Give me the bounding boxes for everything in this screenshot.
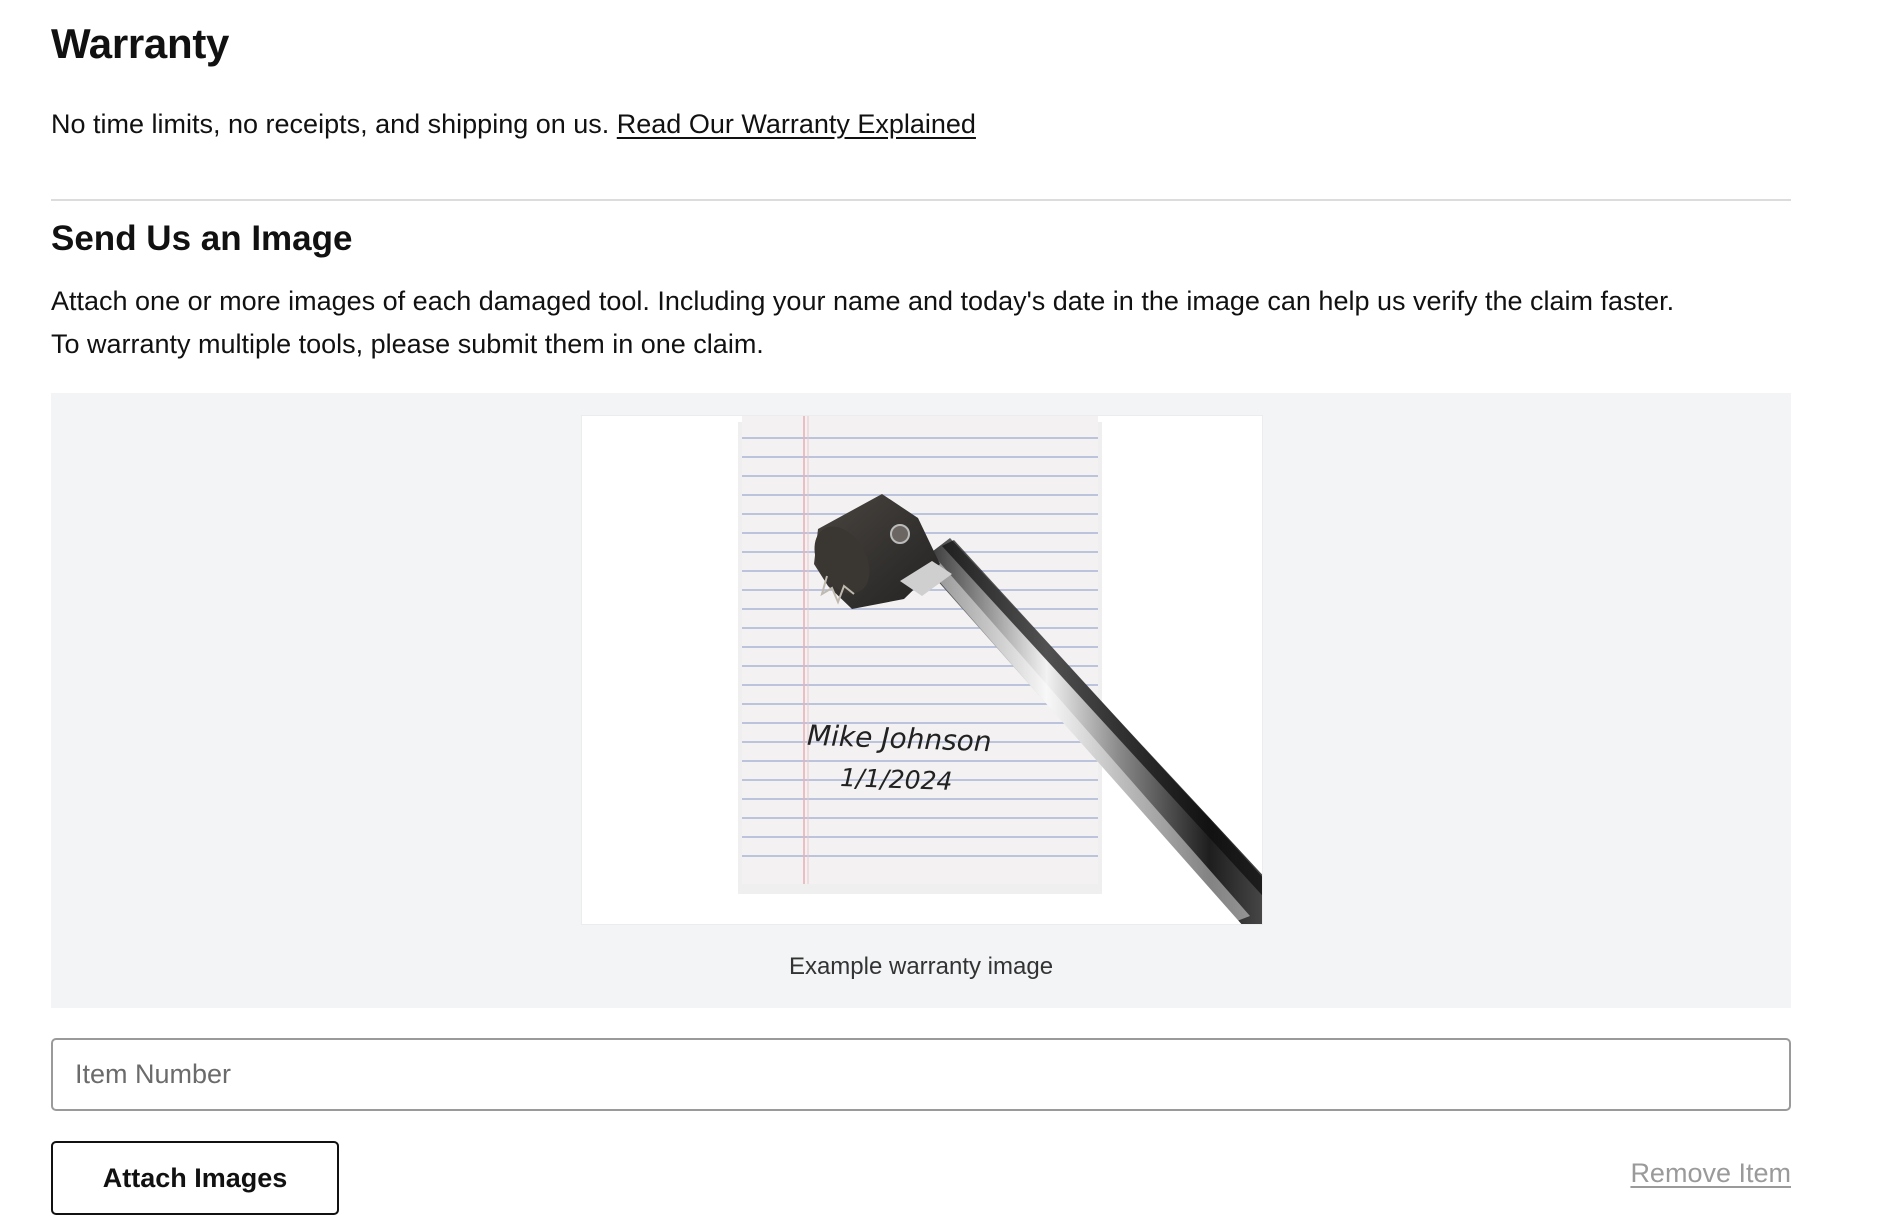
note-name: Mike Johnson bbox=[806, 718, 993, 759]
section-title: Send Us an Image bbox=[51, 219, 353, 258]
example-photo-illustration bbox=[582, 416, 1262, 924]
note-date: 1/1/2024 bbox=[839, 763, 953, 796]
warranty-explained-link[interactable]: Read Our Warranty Explained bbox=[616, 109, 976, 139]
section-description bbox=[51, 280, 1791, 366]
warranty-intro bbox=[51, 109, 976, 140]
page-title: Warranty bbox=[51, 20, 230, 67]
description-line-2: To warranty multiple tools, please submit them in one claim. bbox=[51, 329, 764, 359]
item-number-input[interactable] bbox=[51, 1038, 1791, 1111]
intro-text: No time limits, no receipts, and shipping on us. bbox=[51, 109, 617, 139]
example-warranty-photo bbox=[581, 415, 1263, 925]
example-caption: Example warranty image bbox=[788, 953, 1054, 980]
description-line-1: Attach one or more images of each damaged tool. Including your name and today's date in the image can help us verify the claim faster. bbox=[51, 286, 1675, 316]
remove-item-link[interactable]: Remove Item bbox=[1630, 1158, 1791, 1188]
section-divider bbox=[51, 199, 1791, 201]
example-image-panel bbox=[51, 393, 1791, 1008]
attach-images-button[interactable]: Attach Images bbox=[51, 1141, 339, 1215]
